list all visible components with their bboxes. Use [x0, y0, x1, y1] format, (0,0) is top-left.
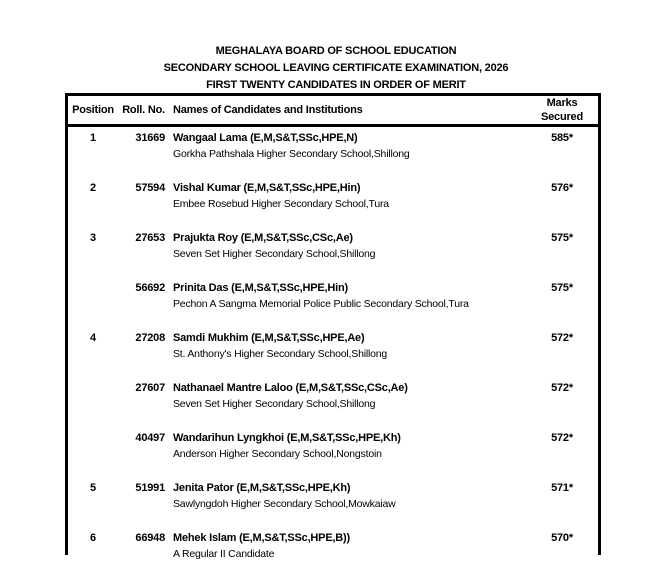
roll-cell: 27653 [135, 232, 165, 244]
column-header-roll: Roll. No. [122, 104, 165, 116]
roll-cell: 57594 [135, 182, 165, 194]
exam-name: SECONDARY SCHOOL LEAVING CERTIFICATE EXAMINATION, 2026 [163, 62, 509, 74]
roll-cell: 27208 [135, 332, 165, 344]
list-title: FIRST TWENTY CANDIDATES IN ORDER OF MERIT [206, 79, 466, 91]
table-body [68, 127, 598, 578]
column-header-names: Names of Candidates and Institutions [173, 104, 363, 116]
position-cell: 4 [90, 332, 96, 344]
column-header-marks: Marks Secured [540, 97, 583, 123]
marks-cell: 575* [551, 232, 573, 244]
candidate-name: Jenita Pator (E,M,S&T,SSc,HPE,Kh) [173, 482, 351, 494]
institution-name: A Regular II Candidate [173, 548, 275, 560]
marks-cell: 572* [551, 332, 573, 344]
roll-cell: 56692 [135, 282, 165, 294]
candidate-name: Prajukta Roy (E,M,S&T,SSc,CSc,Ae) [173, 232, 353, 244]
institution-name: St. Anthony's Higher Secondary School,Shillong [173, 348, 388, 360]
marks-cell: 575* [551, 282, 573, 294]
roll-cell: 40497 [135, 432, 165, 444]
position-cell: 1 [90, 132, 96, 144]
candidate-name: Nathanael Mantre Laloo (E,M,S&T,SSc,CSc,Ae) [173, 382, 408, 394]
table-row [68, 528, 598, 578]
institution-name: Embee Rosebud Higher Secondary School,Tura [173, 198, 389, 210]
candidate-name: Wangaal Lama (E,M,S&T,SSc,HPE,N) [173, 132, 358, 144]
roll-cell: 31669 [135, 132, 165, 144]
candidate-name: Samdi Mukhim (E,M,S&T,SSc,HPE,Ae) [173, 332, 365, 344]
roll-cell: 51991 [135, 482, 165, 494]
table-header-row [68, 96, 598, 127]
roll-cell: 66948 [135, 532, 165, 544]
position-cell: 3 [90, 232, 96, 244]
marks-cell: 572* [551, 432, 573, 444]
position-cell: 6 [90, 532, 96, 544]
marks-cell: 585* [551, 132, 573, 144]
table-row [68, 228, 598, 278]
institution-name: Seven Set Higher Secondary School,Shillong [173, 398, 376, 410]
marks-cell: 576* [551, 182, 573, 194]
table-row [68, 128, 598, 178]
table-row [68, 428, 598, 478]
candidate-name: Wandarihun Lyngkhoi (E,M,S&T,SSc,HPE,Kh) [173, 432, 401, 444]
column-header-position: Position [72, 104, 114, 116]
position-cell: 2 [90, 182, 96, 194]
institution-name: Gorkha Pathshala Higher Secondary School,Shillong [173, 148, 410, 160]
institution-name: Seven Set Higher Secondary School,Shillong [173, 248, 376, 260]
candidate-name: Vishal Kumar (E,M,S&T,SSc,HPE,Hin) [173, 182, 361, 194]
candidate-name: Prinita Das (E,M,S&T,SSc,HPE,Hin) [173, 282, 348, 294]
institution-name: Anderson Higher Secondary School,Nongstoin [173, 448, 382, 460]
marks-cell: 572* [551, 382, 573, 394]
marks-cell: 571* [551, 482, 573, 494]
table-row [68, 478, 598, 528]
marks-cell: 570* [551, 532, 573, 544]
table-row [68, 278, 598, 328]
table-row [68, 378, 598, 428]
position-cell: 5 [90, 482, 96, 494]
roll-cell: 27607 [135, 382, 165, 394]
board-name: MEGHALAYA BOARD OF SCHOOL EDUCATION [215, 45, 457, 57]
merit-table [65, 93, 601, 560]
institution-name: Pechon A Sangma Memorial Police Public Secondary School,Tura [173, 298, 469, 310]
table-row [68, 178, 598, 228]
table-row [68, 328, 598, 378]
institution-name: Sawlyngdoh Higher Secondary School,Mowkaiaw [173, 498, 396, 510]
document-header [0, 43, 672, 94]
candidate-name: Mehek Islam (E,M,S&T,SSc,HPE,B)) [173, 532, 350, 544]
